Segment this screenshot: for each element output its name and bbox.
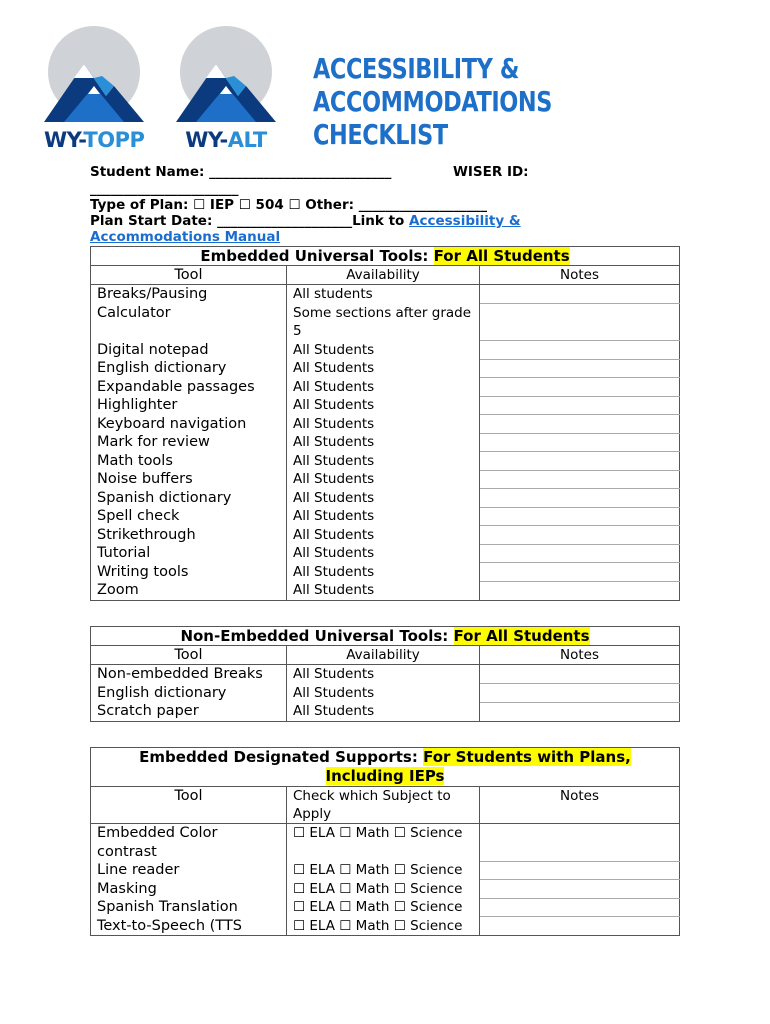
notes-cell[interactable]: [480, 341, 680, 360]
notes-cell[interactable]: [480, 684, 680, 703]
availability-cell: All Students: [287, 563, 480, 582]
table-row: [91, 526, 680, 545]
tool-cell: Mark for review: [91, 433, 287, 452]
notes-cell[interactable]: [480, 665, 680, 684]
notes-cell[interactable]: [480, 359, 680, 378]
availability-cell: All Students: [287, 544, 480, 563]
tool-cell: Scratch paper: [91, 702, 287, 721]
notes-cell[interactable]: [480, 285, 680, 304]
table-row: [91, 507, 680, 526]
column-header: Tool: [91, 646, 287, 665]
notes-cell[interactable]: [480, 544, 680, 563]
table-row: [91, 359, 680, 378]
availability-cell: All students: [287, 285, 480, 304]
subject-checkboxes[interactable]: ☐ ELA ☐ Math ☐ Science: [287, 880, 480, 899]
table-row: [91, 898, 680, 917]
notes-cell[interactable]: [480, 489, 680, 508]
column-header: Notes: [480, 787, 680, 824]
table-row: [91, 489, 680, 508]
availability-cell: All Students: [287, 378, 480, 397]
table-row: [91, 861, 680, 880]
tool-cell: Writing tools: [91, 563, 287, 582]
availability-cell: Some sections after grade 5: [287, 304, 480, 341]
manual-link[interactable]: Accessibility &: [409, 213, 521, 229]
logo-label: WY-TOPP: [44, 128, 145, 152]
tool-cell: Highlighter: [91, 396, 287, 415]
table-row: [91, 378, 680, 397]
tool-cell: Text-to-Speech (TTS: [91, 917, 287, 936]
availability-cell: All Students: [287, 526, 480, 545]
notes-cell[interactable]: [480, 880, 680, 899]
notes-cell[interactable]: [480, 824, 680, 862]
table-row: [91, 304, 680, 341]
availability-cell: All Students: [287, 507, 480, 526]
table-title: Non-Embedded Universal Tools: For All Students: [91, 627, 680, 646]
table-title: Embedded Universal Tools: For All Students: [91, 247, 680, 266]
tool-cell: Embedded Color contrast: [91, 824, 287, 862]
availability-cell: All Students: [287, 684, 480, 703]
tool-cell: Digital notepad: [91, 341, 287, 360]
wiser-id-field[interactable]: ______________________: [90, 181, 239, 197]
manual-link-continued[interactable]: Accommodations Manual: [90, 229, 281, 245]
notes-cell[interactable]: [480, 507, 680, 526]
subject-checkboxes[interactable]: ☐ ELA ☐ Math ☐ Science: [287, 824, 480, 862]
table-row: [91, 433, 680, 452]
subject-checkboxes[interactable]: ☐ ELA ☐ Math ☐ Science: [287, 917, 480, 936]
tool-cell: English dictionary: [91, 359, 287, 378]
table-row: [91, 452, 680, 471]
column-header: Notes: [480, 646, 680, 665]
tool-cell: Breaks/Pausing: [91, 285, 287, 304]
notes-cell[interactable]: [480, 433, 680, 452]
tool-cell: Line reader: [91, 861, 287, 880]
wy-topp-logo: [44, 26, 144, 152]
notes-cell[interactable]: [480, 452, 680, 471]
availability-cell: All Students: [287, 702, 480, 721]
tool-cell: Zoom: [91, 581, 287, 600]
subject-checkboxes[interactable]: ☐ ELA ☐ Math ☐ Science: [287, 898, 480, 917]
table-row: [91, 563, 680, 582]
notes-cell[interactable]: [480, 861, 680, 880]
table-row: [91, 341, 680, 360]
table-row: [91, 581, 680, 600]
table-row: [91, 702, 680, 721]
table-row: [91, 415, 680, 434]
embedded-designated-supports-table: [90, 747, 680, 936]
notes-cell[interactable]: [480, 526, 680, 545]
column-header: Availability: [287, 646, 480, 665]
tool-cell: Masking: [91, 880, 287, 899]
notes-cell[interactable]: [480, 378, 680, 397]
notes-cell[interactable]: [480, 396, 680, 415]
table-row: [91, 824, 680, 862]
mountain-logo-icon: [44, 26, 144, 124]
student-name-field[interactable]: Student Name: ___________________________: [90, 164, 392, 180]
wy-alt-logo: [176, 26, 276, 152]
notes-cell[interactable]: [480, 415, 680, 434]
tool-cell: English dictionary: [91, 684, 287, 703]
column-header: Tool: [91, 787, 287, 824]
table-row: [91, 917, 680, 936]
tool-cell: Spanish dictionary: [91, 489, 287, 508]
plan-start-date-field[interactable]: Plan Start Date: ____________________Link to Accessibility &: [90, 213, 521, 229]
column-header: Availability: [287, 266, 480, 285]
table-row: [91, 880, 680, 899]
title-line: ACCESSIBILITY &: [313, 52, 519, 85]
column-header: Check which Subject to Apply: [287, 787, 480, 824]
table-row: [91, 470, 680, 489]
mountain-logo-icon: [176, 26, 276, 124]
availability-cell: All Students: [287, 396, 480, 415]
tool-cell: Spell check: [91, 507, 287, 526]
non-embedded-universal-tools-table: [90, 626, 680, 722]
tool-cell: Math tools: [91, 452, 287, 471]
notes-cell[interactable]: [480, 898, 680, 917]
tool-cell: Tutorial: [91, 544, 287, 563]
availability-cell: All Students: [287, 341, 480, 360]
table-title: Embedded Designated Supports: For Students with Plans, Including IEPs: [91, 748, 680, 787]
page-title: [313, 52, 617, 151]
availability-cell: All Students: [287, 470, 480, 489]
availability-cell: All Students: [287, 452, 480, 471]
table-row: [91, 396, 680, 415]
table-row: [91, 285, 680, 304]
availability-cell: All Students: [287, 665, 480, 684]
tool-cell: Expandable passages: [91, 378, 287, 397]
availability-cell: All Students: [287, 433, 480, 452]
column-header: Tool: [91, 266, 287, 285]
tool-cell: Non-embedded Breaks: [91, 665, 287, 684]
tool-cell: Strikethrough: [91, 526, 287, 545]
notes-cell[interactable]: [480, 563, 680, 582]
column-header: Notes: [480, 266, 680, 285]
tool-cell: Keyboard navigation: [91, 415, 287, 434]
notes-cell[interactable]: [480, 470, 680, 489]
table-row: [91, 665, 680, 684]
wiser-id-label: WISER ID:: [453, 164, 529, 180]
notes-cell[interactable]: [480, 304, 680, 341]
table-row: [91, 544, 680, 563]
notes-cell[interactable]: [480, 917, 680, 936]
availability-cell: All Students: [287, 489, 480, 508]
title-line: ACCOMMODATIONS CHECKLIST: [313, 85, 553, 151]
notes-cell[interactable]: [480, 581, 680, 600]
tool-cell: Noise buffers: [91, 470, 287, 489]
tool-cell: Spanish Translation: [91, 898, 287, 917]
type-of-plan-field[interactable]: Type of Plan: ☐ IEP ☐ 504 ☐ Other: ___________________: [90, 197, 487, 213]
availability-cell: All Students: [287, 359, 480, 378]
tool-cell: Calculator: [91, 304, 287, 341]
availability-cell: All Students: [287, 581, 480, 600]
logo-label: WY-ALT: [185, 128, 267, 152]
table-row: [91, 684, 680, 703]
embedded-universal-tools-table: [90, 246, 680, 601]
subject-checkboxes[interactable]: ☐ ELA ☐ Math ☐ Science: [287, 861, 480, 880]
availability-cell: All Students: [287, 415, 480, 434]
notes-cell[interactable]: [480, 702, 680, 721]
